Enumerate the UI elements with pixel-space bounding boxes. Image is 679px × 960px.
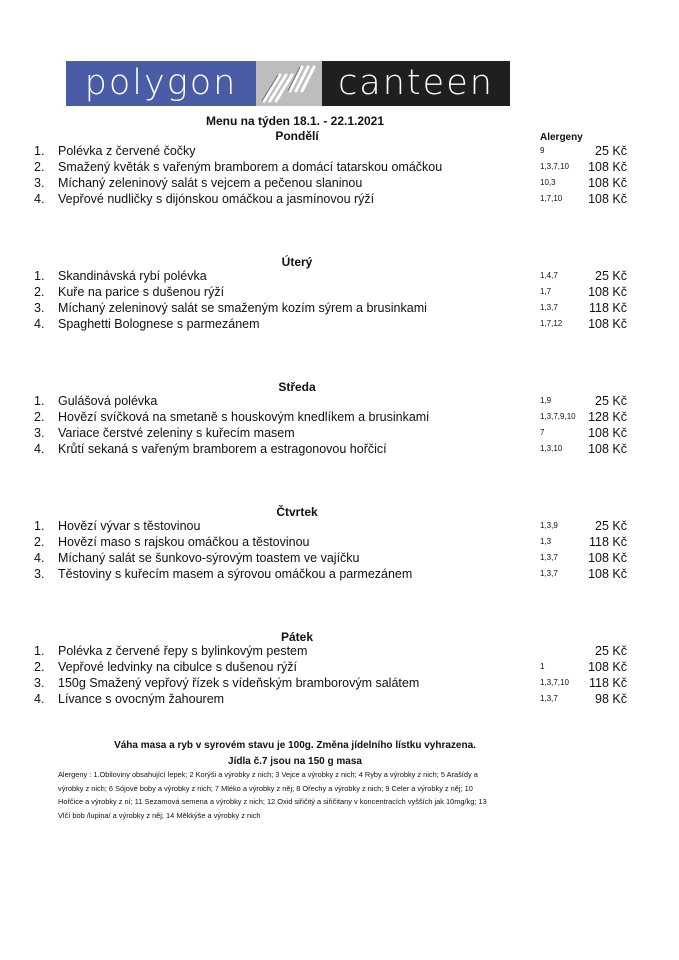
item-number: 3. <box>34 426 45 440</box>
item-allergens: 1,3,7,10 <box>540 162 569 171</box>
item-name: 150g Smažený vepřový řízek s vídeňským bramborovým salátem <box>58 676 420 690</box>
item-price: 108 Kč <box>588 426 627 440</box>
item-number: 1. <box>34 394 45 408</box>
menu-item <box>0 659 679 675</box>
item-name: Polévka z červené čočky <box>58 144 196 158</box>
item-name: Těstoviny s kuřecím masem a sýrovou omáčkou a parmezánem <box>58 567 413 581</box>
menu-item <box>0 691 679 707</box>
item-price: 108 Kč <box>588 160 627 174</box>
item-number: 4. <box>34 192 45 206</box>
item-price: 25 Kč <box>595 269 627 283</box>
item-number: 2. <box>34 160 45 174</box>
menu-item <box>0 643 679 659</box>
item-name: Polévka z červené řepy s bylinkovým pestem <box>58 644 308 658</box>
item-number: 4. <box>34 317 45 331</box>
item-price: 25 Kč <box>595 519 627 533</box>
item-allergens: 10,3 <box>540 178 556 187</box>
item-price: 25 Kč <box>595 394 627 408</box>
day-title: Úterý <box>281 255 313 269</box>
item-number: 2. <box>34 285 45 299</box>
item-allergens: 1,3,7,9,10 <box>540 412 576 421</box>
allergen-legend-line: Alergeny : 1.Obiloviny obsahující lepek; 2 Korýši a výrobky z nich; 3 Vejce a výrobky z nich; 4 Ryby a výrobky z nich; 5 Arašídy a <box>58 770 478 779</box>
portion-note: Jídla č.7 jsou na 150 g masa <box>228 756 362 767</box>
item-allergens: 1,3,7 <box>540 569 558 578</box>
item-name: Míchaný salát se šunkovo-sýrovým toastem ve vajíčku <box>58 551 360 565</box>
logo <box>66 61 510 106</box>
item-number: 1. <box>34 144 45 158</box>
item-price: 108 Kč <box>588 176 627 190</box>
item-allergens: 1,3,10 <box>540 444 563 453</box>
day-title: Středa <box>278 380 316 394</box>
day-title: Pondělí <box>275 129 319 143</box>
item-allergens: 1,3 <box>540 537 552 546</box>
menu-title: Menu na týden 18.1. - 22.1.2021 <box>205 114 385 128</box>
item-allergens: 1,7,10 <box>540 194 563 203</box>
menu-item <box>0 284 679 300</box>
item-price: 108 Kč <box>588 442 627 456</box>
menu-item <box>0 409 679 425</box>
menu-item <box>0 566 679 582</box>
item-price: 108 Kč <box>588 567 627 581</box>
item-number: 3. <box>34 301 45 315</box>
item-price: 108 Kč <box>588 660 627 674</box>
item-number: 3. <box>34 176 45 190</box>
item-price: 98 Kč <box>595 692 627 706</box>
menu-item <box>0 159 679 175</box>
item-allergens: 1 <box>540 662 545 671</box>
item-name: Hovězí vývar s těstovinou <box>58 519 201 533</box>
item-price: 118 Kč <box>589 535 627 549</box>
item-name: Krůtí sekaná s vařeným bramborem a estragonovou hořčicí <box>58 442 387 456</box>
item-price: 118 Kč <box>589 676 627 690</box>
item-number: 2. <box>34 410 45 424</box>
item-number: 3. <box>34 567 45 581</box>
item-number: 4. <box>34 692 45 706</box>
item-allergens: 1,7,12 <box>540 319 563 328</box>
item-price: 108 Kč <box>588 192 627 206</box>
item-number: 2. <box>34 535 45 549</box>
item-price: 25 Kč <box>595 644 627 658</box>
item-allergens: 9 <box>540 146 545 155</box>
allergen-legend-line: výrobky z nich; 6 Sójové boby a výrobky z nich; 7 Mléko a výrobky z něj; 8 Ořechy a výrobky z nich; 9 Celer a výrobky z něj; 10 <box>58 783 473 793</box>
item-allergens: 1,4,7 <box>540 271 558 280</box>
item-number: 3. <box>34 676 45 690</box>
menu-item <box>0 191 679 207</box>
item-number: 1. <box>34 269 45 283</box>
menu-item <box>0 300 679 316</box>
day-title: Pátek <box>280 630 314 644</box>
logo-left-panel: polygon <box>66 61 256 106</box>
item-price: 108 Kč <box>588 551 627 565</box>
meat-weight-note: Váha masa a ryb v syrovém stavu je 100g. Změna jídelního lístku vyhrazena. <box>114 740 476 751</box>
menu-item <box>0 268 679 284</box>
menu-item <box>0 675 679 691</box>
item-number: 1. <box>34 519 45 533</box>
item-name: Lívance s ovocným žahourem <box>58 692 225 706</box>
item-name: Míchaný zeleninový salát se smaženým kozím sýrem a brusinkami <box>58 301 427 315</box>
item-price: 118 Kč <box>589 301 627 315</box>
item-name: Hovězí svíčková na smetaně s houskovým knedlíkem a brusinkami <box>58 410 429 424</box>
item-name: Spaghetti Bolognese s parmezánem <box>58 317 260 331</box>
item-name: Variace čerstvé zeleniny s kuřecím masem <box>58 426 295 440</box>
item-name: Kuře na parice s dušenou rýží <box>58 285 225 299</box>
menu-item <box>0 175 679 191</box>
menu-item <box>0 143 679 159</box>
item-name: Vepřové ledvinky na cibulce s dušenou rýží <box>58 660 298 674</box>
item-allergens: 1,3,9 <box>540 521 558 530</box>
item-number: 4. <box>34 442 45 456</box>
item-allergens: 1,3,7,10 <box>540 678 569 687</box>
menu-item <box>0 534 679 550</box>
menu-item <box>0 425 679 441</box>
menu-item <box>0 393 679 409</box>
item-price: 108 Kč <box>588 285 627 299</box>
item-allergens: 1,9 <box>540 396 552 405</box>
fork-hands-icon <box>256 61 322 106</box>
item-name: Hovězí maso s rajskou omáčkou a těstovinou <box>58 535 310 549</box>
item-allergens: 1,3,7 <box>540 694 558 703</box>
item-number: 4. <box>34 551 45 565</box>
item-name: Míchaný zeleninový salát s vejcem a pečenou slaninou <box>58 176 363 190</box>
item-price: 128 Kč <box>588 410 627 424</box>
item-allergens: 7 <box>540 428 545 437</box>
item-price: 108 Kč <box>588 317 627 331</box>
item-allergens: 1,3,7 <box>540 553 558 562</box>
menu-item <box>0 550 679 566</box>
menu-item <box>0 441 679 457</box>
item-number: 1. <box>34 644 45 658</box>
item-name: Skandinávská rybí polévka <box>58 269 207 283</box>
allergen-legend <box>58 768 538 822</box>
item-allergens: 1,3,7 <box>540 303 558 312</box>
item-name: Vepřové nudličky s dijónskou omáčkou a jasmínovou rýží <box>58 192 375 206</box>
day-title: Čtvrtek <box>276 505 318 519</box>
allergen-legend-line: Vlčí bob /lupina/ a výrobky z něj; 14 Měkkýše a výrobky z nich <box>58 810 261 820</box>
menu-item <box>0 316 679 332</box>
logo-right-panel: canteen <box>322 61 510 106</box>
item-price: 25 Kč <box>595 144 627 158</box>
allergens-header: Alergeny <box>540 132 583 143</box>
item-number: 2. <box>34 660 45 674</box>
item-name: Smažený květák s vařeným bramborem a domácí tatarskou omáčkou <box>58 160 443 174</box>
item-allergens: 1,7 <box>540 287 552 296</box>
allergen-legend-line: Hořčice a výrobky z ní; 11 Sezamová semena a výrobky z nich; 12 Oxid siřičitý a siřičitany v koncentracích vyšších jak 10mg/kg; 13 <box>58 797 487 806</box>
item-name: Gulášová polévka <box>58 394 158 408</box>
menu-item <box>0 518 679 534</box>
